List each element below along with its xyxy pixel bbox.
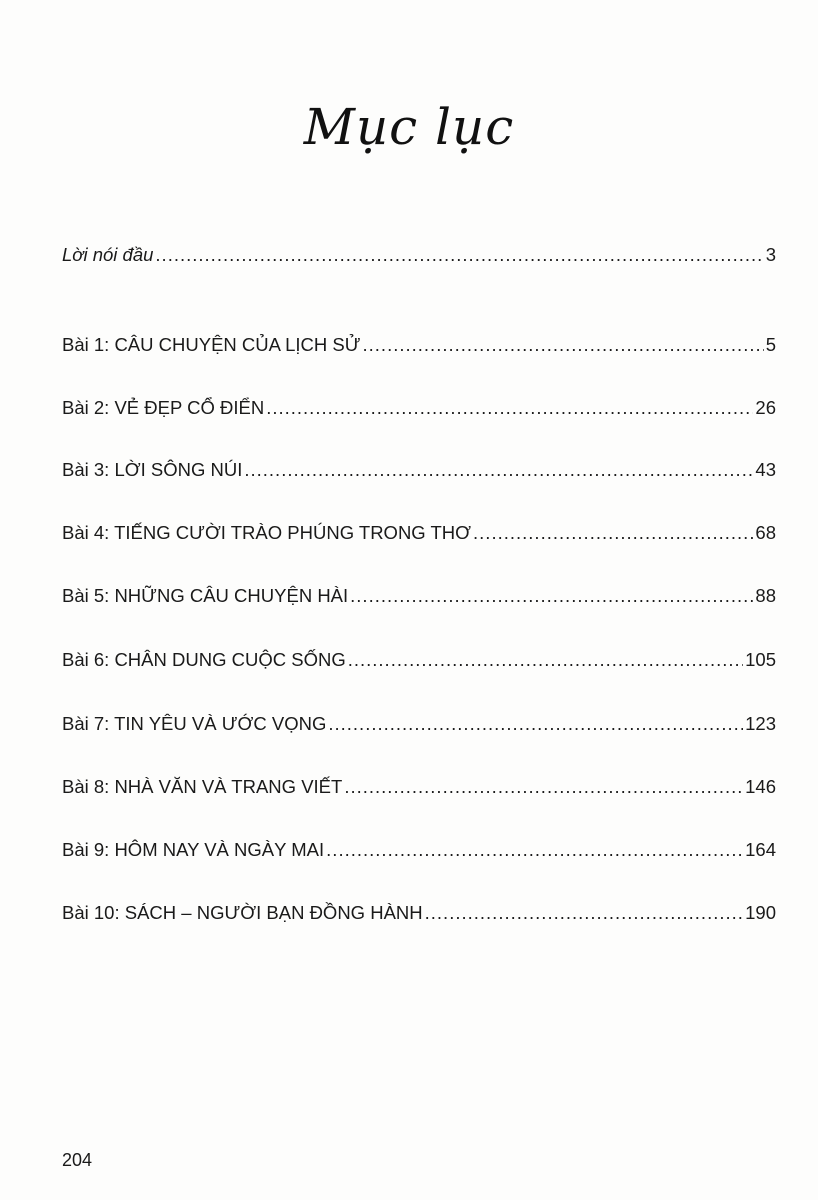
page-title: Mục lục bbox=[303, 98, 515, 156]
toc-entry[interactable] bbox=[62, 648, 776, 672]
toc-entry-label: Bài 1: CÂU CHUYỆN CỦA LỊCH SỬ bbox=[62, 334, 361, 355]
toc-entry-page: 123 bbox=[745, 713, 776, 734]
page-number: 204 bbox=[62, 1150, 93, 1170]
toc-entry-page: 88 bbox=[755, 585, 776, 606]
dot-leader bbox=[155, 243, 763, 267]
toc-entry[interactable] bbox=[62, 333, 776, 357]
toc-entry-label: Bài 9: HÔM NAY VÀ NGÀY MAI bbox=[62, 839, 325, 860]
toc-entry-label: Bài 6: CHÂN DUNG CUỘC SỐNG bbox=[62, 649, 346, 670]
toc-entry-page: 190 bbox=[745, 902, 776, 923]
toc-entry[interactable] bbox=[62, 584, 776, 608]
toc-entry[interactable] bbox=[62, 396, 776, 420]
dot-leader bbox=[473, 521, 753, 545]
dot-leader bbox=[344, 775, 743, 799]
toc-entry-page: 5 bbox=[765, 334, 776, 355]
dot-leader bbox=[266, 396, 753, 420]
toc-entry-page: 26 bbox=[755, 397, 776, 418]
dot-leader bbox=[348, 648, 743, 672]
toc-entry[interactable] bbox=[62, 712, 776, 736]
toc-entry-label: Bài 7: TIN YÊU VÀ ƯỚC VỌNG bbox=[62, 713, 327, 734]
toc-entry-label: Bài 5: NHỮNG CÂU CHUYỆN HÀI bbox=[62, 585, 349, 606]
toc-entry-label: Bài 8: NHÀ VĂN VÀ TRANG VIẾT bbox=[62, 776, 343, 797]
dot-leader bbox=[244, 458, 753, 482]
toc-entry-page: 43 bbox=[755, 459, 776, 480]
toc-entry[interactable] bbox=[62, 838, 776, 862]
dot-leader bbox=[328, 712, 743, 736]
toc-entry-page: 3 bbox=[765, 244, 776, 265]
toc-entry[interactable] bbox=[62, 775, 776, 799]
dot-leader bbox=[363, 333, 764, 357]
toc-entry[interactable] bbox=[62, 901, 776, 925]
toc-entry[interactable] bbox=[62, 458, 776, 482]
toc-entry-page: 105 bbox=[745, 649, 776, 670]
toc-entry-label: Bài 2: VẺ ĐẸP CỔ ĐIỂN bbox=[62, 397, 265, 418]
dot-leader bbox=[425, 901, 743, 925]
toc-entry-label: Bài 10: SÁCH – NGƯỜI BẠN ĐỒNG HÀNH bbox=[62, 902, 423, 923]
toc-entry-preface[interactable] bbox=[62, 243, 776, 267]
toc-entry-page: 146 bbox=[745, 776, 776, 797]
toc-entry-label: Bài 4: TIẾNG CƯỜI TRÀO PHÚNG TRONG THƠ bbox=[62, 522, 472, 543]
toc-entry-label: Bài 3: LỜI SÔNG NÚI bbox=[62, 459, 243, 480]
toc-entry-page: 164 bbox=[745, 839, 776, 860]
dot-leader bbox=[350, 584, 753, 608]
dot-leader bbox=[326, 838, 743, 862]
toc-entry-page: 68 bbox=[755, 522, 776, 543]
toc-entry-label: Lời nói đầu bbox=[62, 244, 154, 265]
toc-entry[interactable] bbox=[62, 521, 776, 545]
